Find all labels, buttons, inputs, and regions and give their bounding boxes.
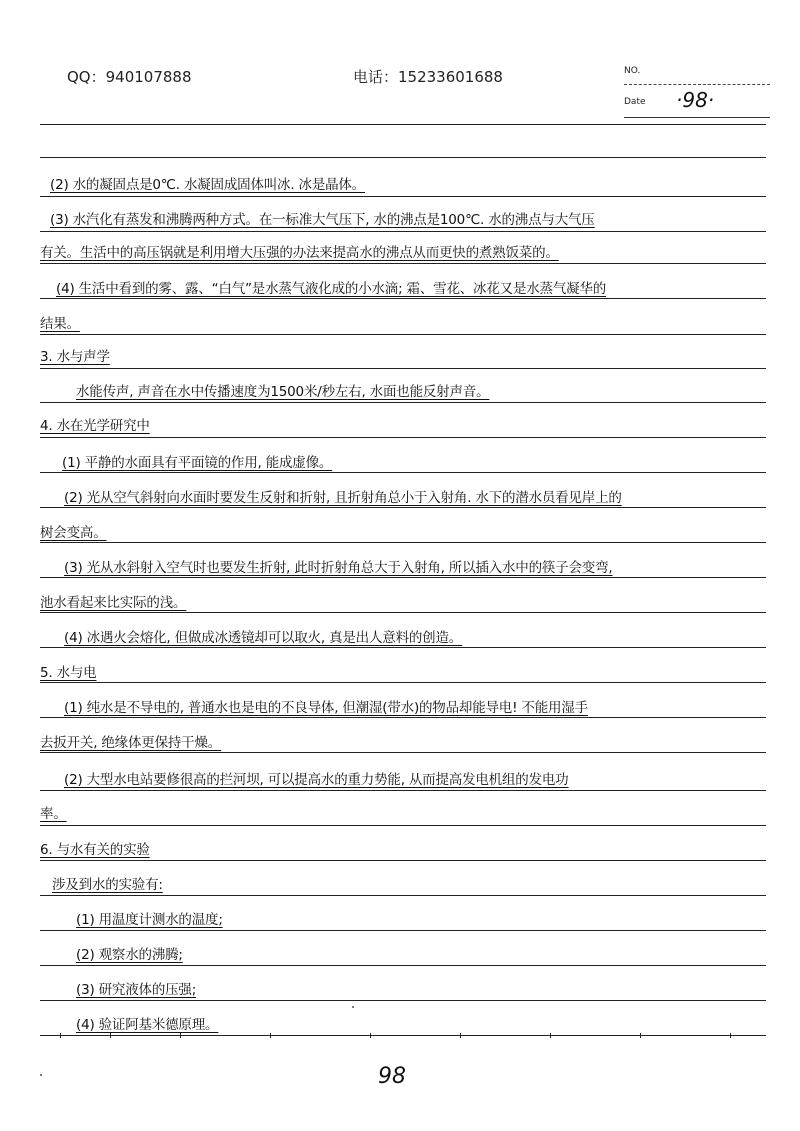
ruled-line xyxy=(40,895,766,896)
page-number: 98 xyxy=(378,1064,406,1089)
text-line: (4) 冰遇火会熔化, 但做成冰透镜却可以取火, 真是出人意料的创造。 xyxy=(64,630,463,646)
section-heading: 5. 水与电 xyxy=(40,665,97,681)
text-line: (3) 光从水斜射入空气时也要发生折射, 此时折射角总大于入射角, 所以插入水中的筷子会变弯, xyxy=(64,560,613,576)
ruled-line xyxy=(40,860,766,861)
text-line: 树会变高。 xyxy=(40,525,107,541)
ruled-line xyxy=(40,196,766,197)
list-item: (4) 验证阿基米德原理。 xyxy=(76,1017,219,1033)
date-line xyxy=(624,117,770,118)
text-line: (1) 纯水是不导电的, 普通水也是电的不良导体, 但潮湿(带水)的物品却能导电! 不能用湿手 xyxy=(64,700,588,716)
ruled-line xyxy=(40,647,766,648)
ruled-line xyxy=(40,472,766,473)
ruled-line xyxy=(40,790,766,791)
scan-speck xyxy=(40,1074,42,1076)
text-line: (3) 水汽化有蒸发和沸腾两种方式。在一标准大气压下, 水的沸点是100℃. 水的沸点与大气压 xyxy=(50,212,595,228)
ruled-line xyxy=(40,577,766,578)
no-line xyxy=(624,84,770,85)
ruled-line xyxy=(40,1000,766,1001)
text-line: 水能传声, 声音在水中传播速度为1500米/秒左右, 水面也能反射声音。 xyxy=(76,384,490,400)
ruled-line xyxy=(40,124,766,125)
ruled-line xyxy=(40,368,766,369)
ruled-line xyxy=(40,157,766,158)
section-heading: 3. 水与声学 xyxy=(40,349,110,365)
ruled-line xyxy=(40,542,766,543)
ruled-line xyxy=(40,752,766,753)
text-line: 率。 xyxy=(40,806,67,822)
ruled-line xyxy=(40,298,766,299)
ruled-line xyxy=(40,263,766,264)
list-item: (2) 观察水的沸腾; xyxy=(76,947,183,963)
ruled-line xyxy=(40,682,766,683)
ruled-line xyxy=(40,402,766,403)
text-line: (4) 生活中看到的雾、露、“白气”是水蒸气液化成的小水滴; 霜、雪花、冰花又是水蒸气凝华的 xyxy=(56,281,607,297)
text-line: (1) 平静的水面具有平面镜的作用, 能成虚像。 xyxy=(62,455,333,471)
scan-speck xyxy=(352,1006,354,1008)
text-line: 池水看起来比实际的浅。 xyxy=(40,595,187,611)
text-line: 去扳开关, 绝缘体更保持干燥。 xyxy=(40,735,222,751)
ruled-line xyxy=(40,717,766,718)
ruled-line xyxy=(40,1035,766,1036)
ruled-line xyxy=(40,437,766,438)
header-phone: 电话：15233601688 xyxy=(353,68,503,86)
section-heading: 6. 与水有关的实验 xyxy=(40,842,150,858)
ruled-line xyxy=(40,612,766,613)
text-line: 涉及到水的实验有: xyxy=(52,877,163,893)
ruled-line xyxy=(40,965,766,966)
date-label: Date xyxy=(624,97,646,107)
list-item: (3) 研究液体的压强; xyxy=(76,982,197,998)
text-line: (2) 大型水电站要修很高的拦河坝, 可以提高水的重力势能, 从而提高发电机组的发电功 xyxy=(64,772,569,788)
ruled-line xyxy=(40,507,766,508)
ruled-line xyxy=(40,825,766,826)
ruled-line xyxy=(40,231,766,232)
list-item: (1) 用温度计测水的温度; xyxy=(76,912,223,928)
header-qq: QQ：940107888 xyxy=(67,68,192,86)
date-value: ·98· xyxy=(676,88,715,112)
text-line: 结果。 xyxy=(40,316,80,332)
no-label: NO. xyxy=(624,66,641,76)
text-line: 有关。生活中的高压锅就是利用增大压强的办法来提高水的沸点从而更快的煮熟饭菜的。 xyxy=(40,245,559,261)
text-line: (2) 水的凝固点是0℃. 水凝固成固体叫冰. 冰是晶体。 xyxy=(50,177,366,193)
section-heading: 4. 水在光学研究中 xyxy=(40,418,150,434)
text-line: (2) 光从空气斜射向水面时要发生反射和折射, 且折射角总小于入射角. 水下的潜水员看见岸上的 xyxy=(64,490,622,506)
ruled-line xyxy=(40,930,766,931)
ruled-line xyxy=(40,334,766,335)
